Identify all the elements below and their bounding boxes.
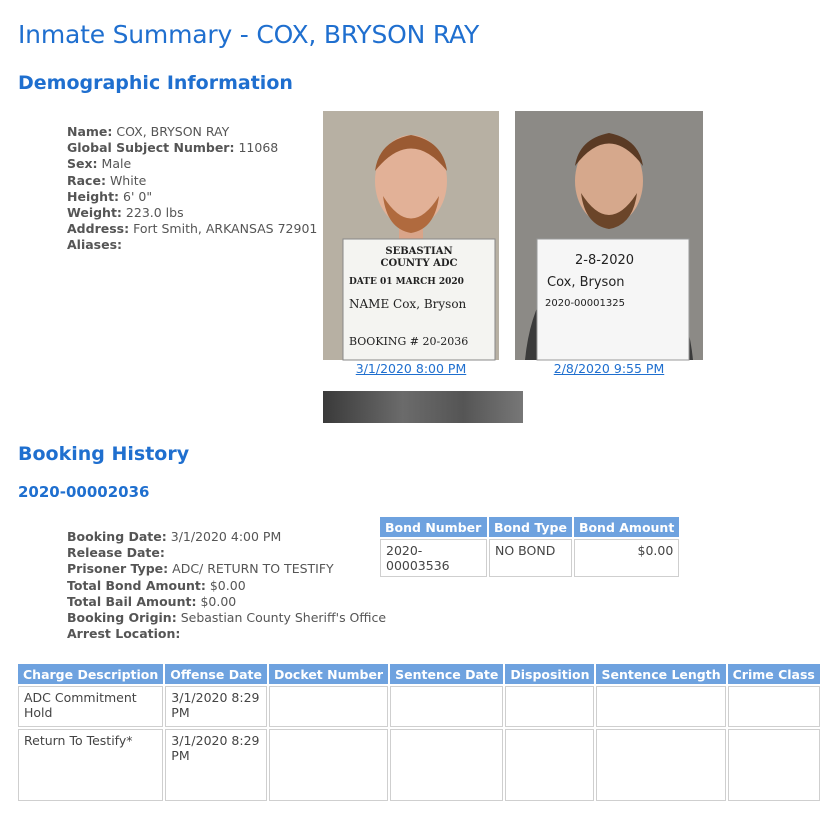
bond-amount-cell: $0.00 [574,539,679,577]
page-title: Inmate Summary - COX, BRYSON RAY [18,20,480,49]
docket-number-cell [269,729,388,801]
release-date-row [67,545,386,561]
bond-table-header-row [380,517,679,537]
crime-class-cell [728,729,820,801]
disposition-header: Disposition [505,664,594,684]
docket-number-cell [269,686,388,727]
charge-description-cell: ADC Commitment Hold [18,686,163,727]
charges-table [16,662,822,803]
mugshot-photo-1-graphic [323,111,499,360]
total-bail-amount-row [67,594,386,610]
sentence-date-cell [390,729,503,801]
charges-table-header-row [18,664,820,684]
weight-value: 223.0 lbs [125,205,184,221]
booking-info [67,529,386,642]
bond-type-cell: NO BOND [489,539,572,577]
total-bond-amount-label: Total Bond Amount: [67,577,206,593]
mugshot-photo-2-graphic [515,111,703,360]
aliases-row [67,237,317,253]
sex-value: Male [101,156,132,172]
prisoner-type-value: ADC/ RETURN TO TESTIFY [172,561,334,577]
race-value: White [109,172,147,188]
board-line-2: Cox, Bryson [547,275,625,290]
arrest-location-label: Arrest Location: [67,626,181,642]
board-line-1: SEBASTIAN [385,246,453,257]
sex-row [67,156,317,172]
sentence-length-cell [596,729,725,801]
sentence-date-cell [390,686,503,727]
address-label: Address: [67,221,130,237]
bond-number-cell: 2020-00003536 [380,539,487,577]
board-line-3: 2020-00001325 [545,298,625,309]
total-bond-amount-value: $0.00 [209,577,246,593]
charges-table-viewport [16,662,815,822]
total-bail-amount-value: $0.00 [200,593,237,609]
prisoner-type-label: Prisoner Type: [67,561,169,577]
global-subject-number-row [67,140,317,156]
table-row [380,539,679,577]
aliases-label: Aliases: [67,237,123,253]
board-line-2: COUNTY ADC [380,258,458,269]
booking-date-label: Booking Date: [67,529,167,544]
mugshot-photo-2[interactable] [515,111,703,360]
race-label: Race: [67,172,106,188]
offense-date-header: Offense Date [165,664,267,684]
board-line-5: BOOKING # 20-2036 [349,335,469,348]
weight-label: Weight: [67,205,122,221]
sentence-length-header: Sentence Length [596,664,725,684]
booking-date-row [67,529,386,545]
total-bond-amount-row [67,578,386,594]
mugshot-photo-1[interactable] [323,111,499,360]
demographic-info [67,124,317,254]
mugshot-photo-3[interactable] [323,391,523,423]
address-value: Fort Smith, ARKANSAS 72901 [133,221,318,237]
name-label: Name: [67,124,113,139]
offense-date-cell: 3/1/2020 8:29 PM [165,729,267,801]
sentence-date-header: Sentence Date [390,664,503,684]
address-row [67,221,317,237]
release-date-label: Release Date: [67,545,165,561]
name-row [67,124,317,140]
charge-description-cell: Return To Testify* [18,729,163,801]
global-subject-number-value: 11068 [238,140,279,156]
global-subject-number-label: Global Subject Number: [67,140,235,156]
board-line-1: 2-8-2020 [575,253,635,268]
sex-label: Sex: [67,156,98,172]
height-label: Height: [67,188,120,204]
docket-number-header: Docket Number [269,664,388,684]
booking-date-value: 3/1/2020 4:00 PM [170,529,282,544]
bond-amount-header: Bond Amount [574,517,679,537]
sentence-length-cell [596,686,725,727]
board-line-3: DATE 01 MARCH 2020 [349,277,464,287]
prisoner-type-row [67,561,386,577]
booking-origin-value: Sebastian County Sheriff's Office [180,610,387,626]
booking-origin-row [67,610,386,626]
booking-history-heading: Booking History [18,443,190,465]
crime-class-cell [728,686,820,727]
table-row [18,686,820,727]
race-row [67,173,317,189]
disposition-cell [505,686,594,727]
booking-origin-label: Booking Origin: [67,610,177,626]
offense-date-cell: 3/1/2020 8:29 PM [165,686,267,727]
weight-row [67,205,317,221]
disposition-cell [505,729,594,801]
total-bail-amount-label: Total Bail Amount: [67,593,197,609]
board-line-4: NAME Cox, Bryson [349,297,467,311]
height-row [67,189,317,205]
bond-type-header: Bond Type [489,517,572,537]
table-row [18,729,820,801]
photo-1-date-link[interactable]: 3/1/2020 8:00 PM [355,361,467,376]
name-value: COX, BRYSON RAY [116,124,230,139]
crime-class-header: Crime Class [728,664,820,684]
bond-number-header: Bond Number [380,517,487,537]
photo-2-date-link[interactable]: 2/8/2020 9:55 PM [553,361,665,376]
bond-table [378,515,681,579]
arrest-location-row [67,626,386,642]
charge-description-header: Charge Description [18,664,163,684]
height-value: 6' 0" [123,188,153,204]
demographic-heading: Demographic Information [18,72,293,94]
booking-number-heading: 2020-00002036 [18,483,150,501]
